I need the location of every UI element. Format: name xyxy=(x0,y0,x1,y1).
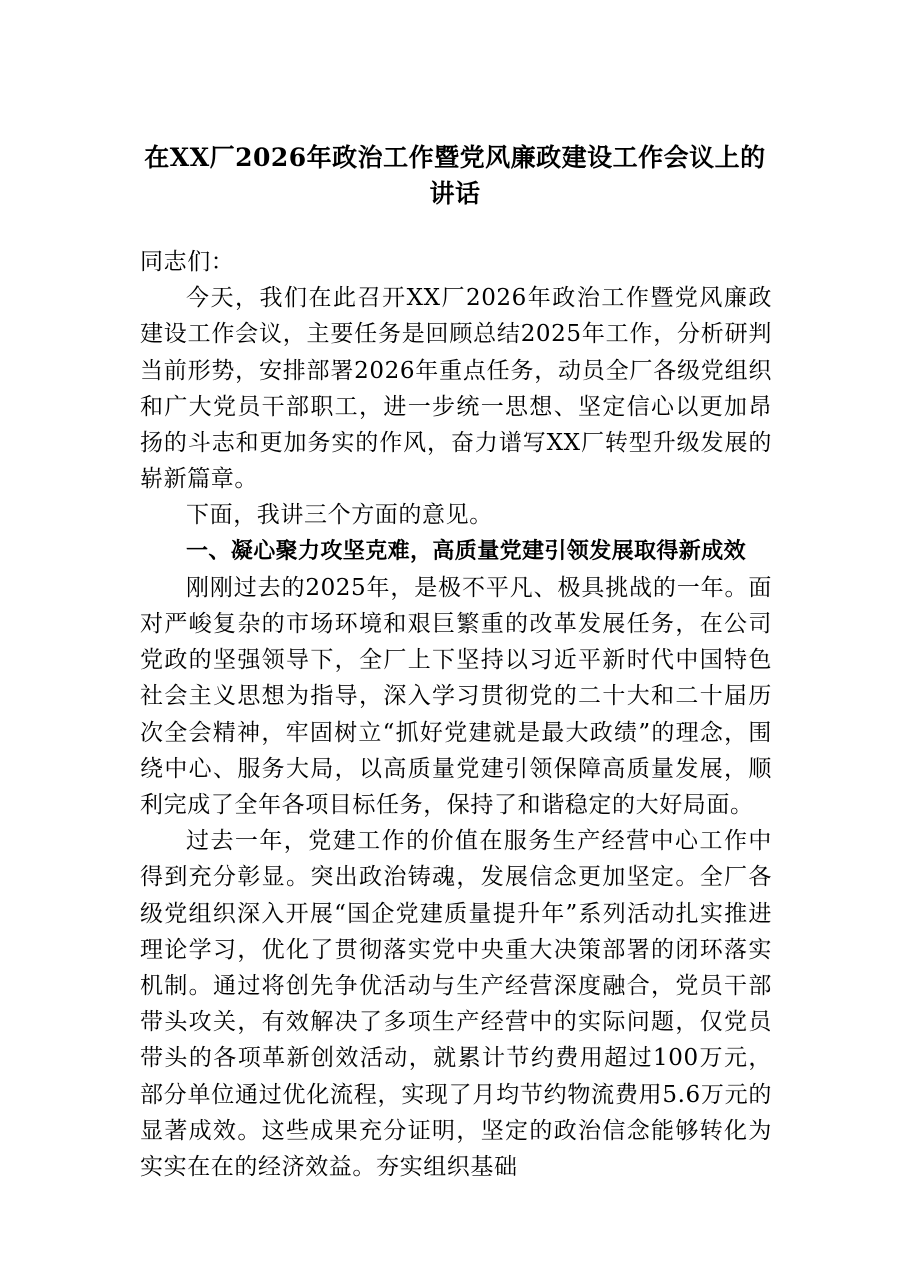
greeting: 同志们： xyxy=(140,249,235,275)
section-1-paragraph: 刚刚过去的2025年，是极不平凡、极具挑战的一年。面对严峻复杂的市场环境和艰巨繁重的改革发展任务，在公司党政的坚强领导下，全厂上下坚持以习近平新时代中国特色社会主义思想为指导，深入学习贯彻党的二十大和二十届历次全会精神，牢固树立“抓好党建就是最大政绩”的理念，围绕中心、服务大局，以高质量党建引领保障高质量发展，顺利完成了全年各项目标任务，保持了和谐稳定的大好局面。 xyxy=(140,574,772,819)
intro-paragraph: 今天，我们在此召开XX厂2026年政治工作暨党风廉政建设工作会议，主要任务是回顾总结2025年工作，分析研判当前形势，安排部署2026年重点任务，动员全厂各级党组织和广大党员干部职工，进一步统一思想、坚定信心以更加昂扬的斗志和更加务实的作风，奋力谱写XX厂转型升级发展的崭新篇章。 xyxy=(140,285,772,493)
section-1-paragraph: 过去一年，党建工作的价值在服务生产经营中心工作中得到充分彰显。突出政治铸魂，发展信念更加坚定。全厂各级党组织深入开展“国企党建质量提升年”系列活动扎实推进理论学习，优化了贯彻落实党中央重大决策部署的闭环落实机制。通过将创先争优活动与生产经营深度融合，党员干部带头攻关，有效解决了多项生产经营中的实际问题，仅党员带头的各项革新创效活动，就累计节约费用超过100万元，部分单位通过优化流程，实现了月均节约物流费用5.6万元的显著成效。这些成果充分证明，坚定的政治信念能够转化为实实在在的经济效益。夯实组织基础 xyxy=(140,828,772,1181)
section-heading-1: 一、凝心聚力攻坚克难，高质量党建引领发展取得新成效 xyxy=(186,538,747,564)
document-title: 在XX厂2026年政治工作暨党风廉政建设工作会议上的讲话 xyxy=(144,143,766,208)
outline-paragraph: 下面，我讲三个方面的意见。 xyxy=(186,502,493,529)
document-body xyxy=(140,244,772,1185)
